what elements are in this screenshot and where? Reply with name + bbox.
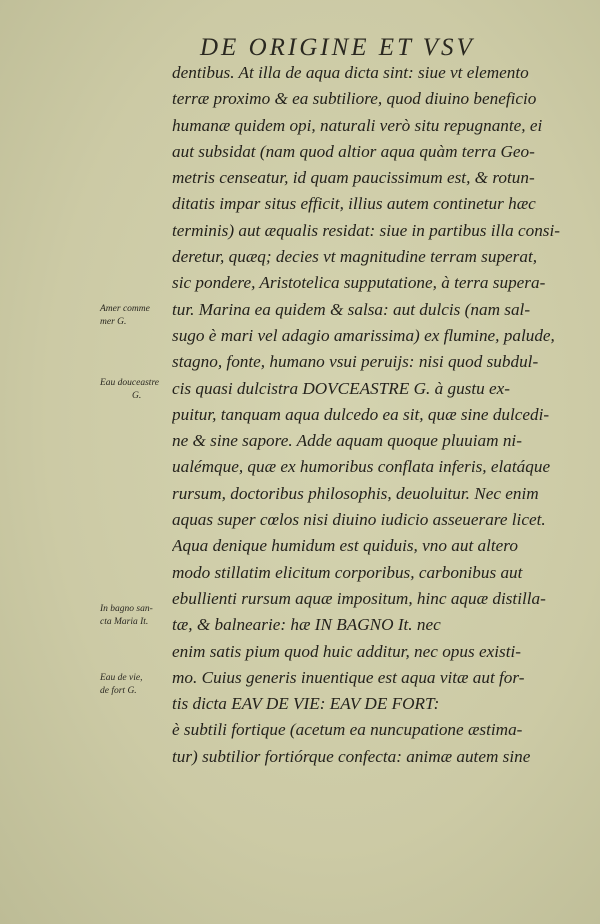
text-line: sugo è mari vel adagio amarissima) ex flumine, palude, xyxy=(172,325,555,345)
margin-note-line: G. xyxy=(132,391,142,401)
running-head: DE ORIGINE ET VSV xyxy=(200,34,475,61)
margin-note-amer xyxy=(100,303,172,329)
margin-note-line: In bagno san- xyxy=(100,604,153,614)
text-line: modo stillatim elicitum corporibus, carbonibus aut xyxy=(172,562,523,582)
margin-note-eau-de-vie xyxy=(100,672,172,698)
text-line: enim satis pium quod huic additur, nec opus existi- xyxy=(172,641,521,661)
text-line: tæ, & balnearie: hæ IN BAGNO It. nec xyxy=(172,615,441,635)
text-line: è subtili fortique (acetum ea nuncupatione æstima- xyxy=(172,720,523,740)
text-line: terminis) aut æqualis residat: siue in partibus illa consi- xyxy=(172,220,560,240)
text-line: puitur, tanquam aqua dulcedo ea sit, quæ sine dulcedi- xyxy=(172,404,550,424)
text-line: metris censeatur, id quam paucissimum est, & rotun- xyxy=(172,168,535,188)
margin-note-in-bagno xyxy=(100,603,172,629)
text-line: cis quasi dulcistra DOVCEASTRE G. à gustu ex- xyxy=(172,378,510,398)
margin-note-line: de fort G. xyxy=(100,686,137,696)
text-line: aquas super cœlos nisi diuino iudicio asseuerare licet. xyxy=(172,510,546,530)
text-line: sic pondere, Aristotelica supputatione, à terra supera- xyxy=(172,273,546,293)
text-line: dentibus. At illa de aqua dicta sint: siue vt elemento xyxy=(172,63,529,82)
margin-note-line: Eau douceastre xyxy=(100,378,160,388)
text-line: stagno, fonte, humano vsui peruijs: nisi quod subdul- xyxy=(172,352,539,372)
text-line: ebullienti rursum aquæ impositum, hinc aquæ distilla- xyxy=(172,588,546,608)
text-line: deretur, quæq; decies vt magnitudine terram superat, xyxy=(172,247,538,267)
text-line: humanæ quidem opi, naturali verò situ repugnante, ei xyxy=(172,115,543,135)
text-line: tur. Marina ea quidem & salsa: aut dulcis (nam sal- xyxy=(172,299,531,319)
margin-note-line: Amer comme xyxy=(100,304,150,314)
text-line: tur) subtilior fortiórque confecta: animæ autem sine xyxy=(172,746,531,766)
text-line: aut subsidat (nam quod altior aqua quàm terra Geo- xyxy=(172,141,535,161)
margin-note-line: mer G. xyxy=(100,317,127,327)
text-line: tis dicta EAV DE VIE: EAV DE FORT: xyxy=(172,694,440,714)
text-line: ditatis impar situs efficit, illius autem continetur hæc xyxy=(172,194,536,214)
text-line: Aqua denique humidum est quiduis, vno aut altero xyxy=(172,536,518,556)
body-text xyxy=(172,60,582,770)
text-line: rursum, doctoribus philosophis, deuoluitur. Nec enim xyxy=(172,483,539,503)
text-line: ualémque, quæ ex humoribus conflata inferis, elatáque xyxy=(172,457,551,477)
text-line: terræ proximo & ea subtiliore, quod diuino beneficio xyxy=(172,89,537,109)
margin-note-eau-douceastre xyxy=(100,377,172,403)
margin-note-line: Eau de vie, xyxy=(100,673,143,683)
text-line: mo. Cuius generis inuentique est aqua vitæ aut for- xyxy=(172,667,525,687)
text-line: ne & sine sapore. Adde aquam quoque pluuiam ni- xyxy=(172,431,522,451)
margin-note-line: cta Maria It. xyxy=(100,617,149,627)
